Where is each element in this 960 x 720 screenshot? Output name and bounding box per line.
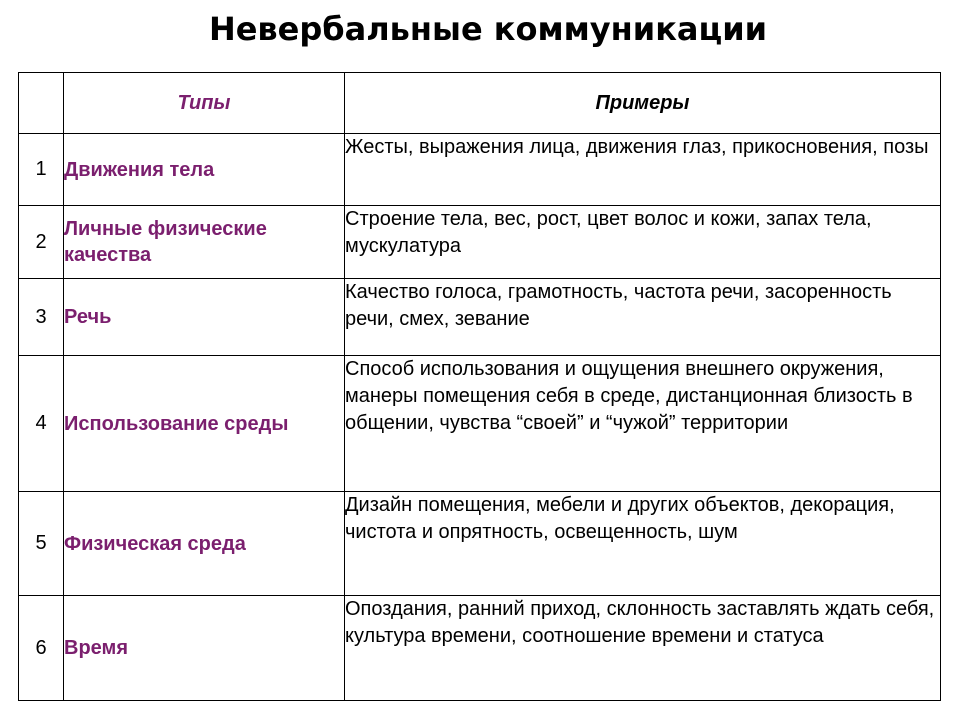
row-type: Движения тела xyxy=(64,134,345,206)
row-type: Личные физические качества xyxy=(64,206,345,279)
table-row xyxy=(19,596,941,701)
header-number xyxy=(19,73,64,134)
row-example: Качество голоса, грамотность, частота речи, засоренность речи, смех, зевание xyxy=(345,279,941,356)
table-header-row xyxy=(19,73,941,134)
row-number: 4 xyxy=(19,356,64,492)
row-type: Физическая среда xyxy=(64,492,345,596)
table-row xyxy=(19,279,941,356)
communication-table xyxy=(18,72,941,701)
row-example: Строение тела, вес, рост, цвет волос и кожи, запах тела, мускулатура xyxy=(345,206,941,279)
table-row xyxy=(19,492,941,596)
row-number: 1 xyxy=(19,134,64,206)
row-number: 5 xyxy=(19,492,64,596)
slide-title: Невербальные коммуникации xyxy=(208,10,768,48)
row-type: Речь xyxy=(64,279,345,356)
table-row xyxy=(19,134,941,206)
row-number: 2 xyxy=(19,206,64,279)
row-number: 3 xyxy=(19,279,64,356)
row-number: 6 xyxy=(19,596,64,701)
row-example: Жесты, выражения лица, движения глаз, прикосновения, позы xyxy=(345,134,941,206)
row-example: Опоздания, ранний приход, склонность заставлять ждать себя, культура времени, соотношение времени и статуса xyxy=(345,596,941,701)
row-type: Время xyxy=(64,596,345,701)
table-row xyxy=(19,206,941,279)
row-type: Использование среды xyxy=(64,356,345,492)
table-row xyxy=(19,356,941,492)
row-example: Способ использования и ощущения внешнего окружения, манеры помещения себя в среде, дистанционная близость в общении, чувства “своей” и “чужой” территории xyxy=(345,356,941,492)
header-types: Типы xyxy=(64,73,345,134)
header-examples: Примеры xyxy=(345,73,941,134)
row-example: Дизайн помещения, мебели и других объектов, декорация, чистота и опрятность, освещенность, шум xyxy=(345,492,941,596)
